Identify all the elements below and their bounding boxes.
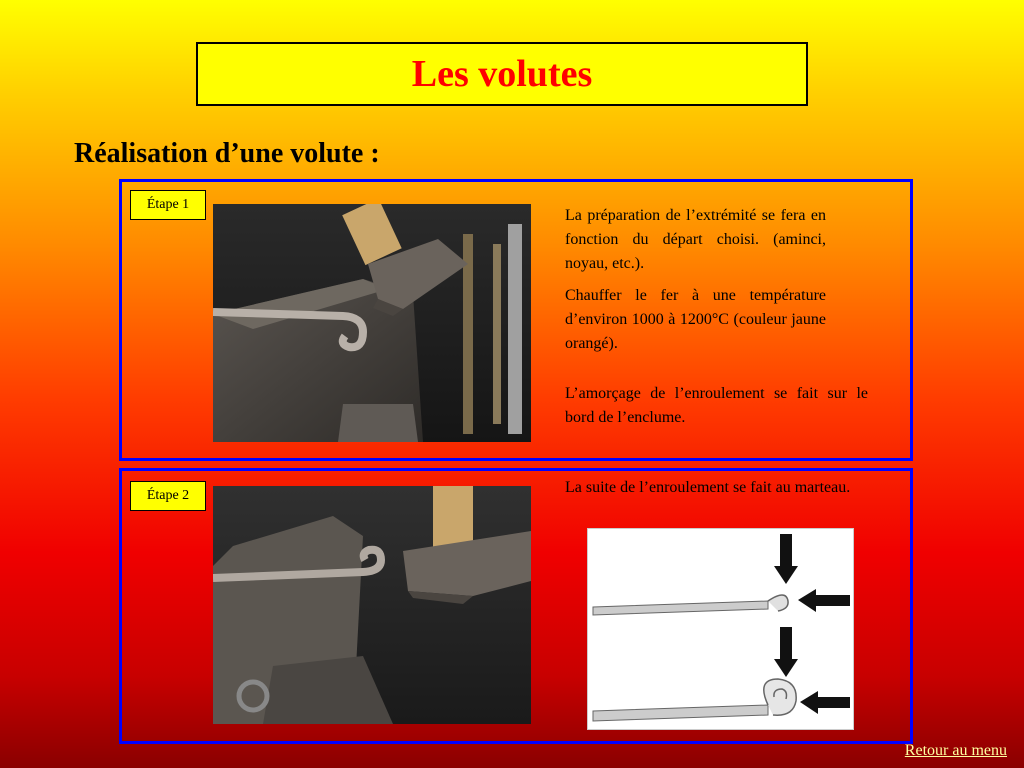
step1-para1: La préparation de l’extrémité se fera en fonction du départ choisi. (aminci, noyau, etc.).	[565, 207, 826, 272]
step1-label: Étape 1	[130, 190, 206, 220]
scroll-diagram	[587, 528, 854, 730]
step2-label: Étape 2	[130, 481, 206, 511]
step2-para1: La suite de l’enroulement se fait au marteau.	[565, 479, 851, 496]
section-subtitle: Réalisation d’une volute :	[74, 138, 380, 169]
back-to-menu-link[interactable]: Retour au menu	[904, 742, 1007, 759]
step2-photo	[213, 486, 531, 724]
step1-photo	[213, 204, 531, 442]
step1-para3: L’amorçage de l’enroulement se fait sur le bord de l’enclume.	[565, 385, 868, 426]
step1-para2: Chauffer le fer à une température d’environ 1000 à 1200°C (couleur jaune orangé).	[565, 287, 826, 352]
title-box	[196, 42, 808, 106]
step1-text-1	[565, 204, 826, 356]
step2-text	[565, 476, 868, 500]
page-title: Les volutes	[411, 53, 593, 95]
step1-text-2	[565, 382, 868, 430]
